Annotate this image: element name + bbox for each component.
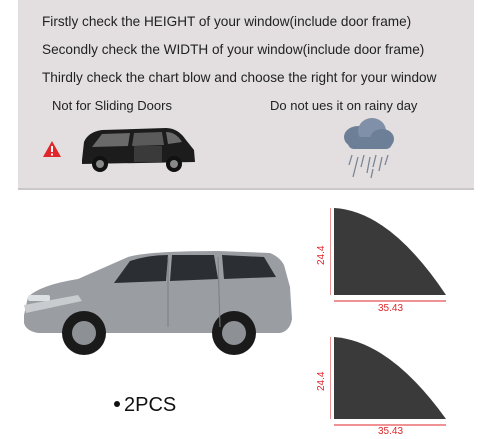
instruction-panel	[18, 0, 474, 190]
quantity-label	[114, 394, 176, 417]
instruction-line-3: Thirdly check the chart blow and choose the right for your window	[42, 70, 437, 85]
van-image	[78, 120, 198, 175]
window-shade-2	[316, 333, 452, 439]
shade-2-graphic	[330, 333, 452, 439]
rain-cloud-icon	[336, 115, 398, 180]
sliding-doors-note: Not for Sliding Doors	[52, 98, 172, 113]
shade-1-height: 24.4	[316, 245, 327, 265]
bullet-dot	[114, 401, 120, 407]
warning-icon	[42, 140, 62, 158]
rainy-day-note: Do not ues it on rainy day	[270, 98, 418, 113]
quantity-text: 2PCS	[124, 394, 177, 416]
shade-2-height: 24.4	[316, 371, 327, 391]
instruction-line-1: Firstly check the HEIGHT of your window(include door frame)	[42, 14, 412, 29]
suv-image	[18, 235, 300, 365]
instruction-line-2: Secondly check the WIDTH of your window(include door frame)	[42, 42, 425, 57]
shade-1-graphic	[330, 205, 452, 317]
window-shade-1	[316, 205, 452, 317]
shade-1-width: 35.43	[378, 303, 404, 314]
shade-2-width: 35.43	[378, 426, 404, 437]
